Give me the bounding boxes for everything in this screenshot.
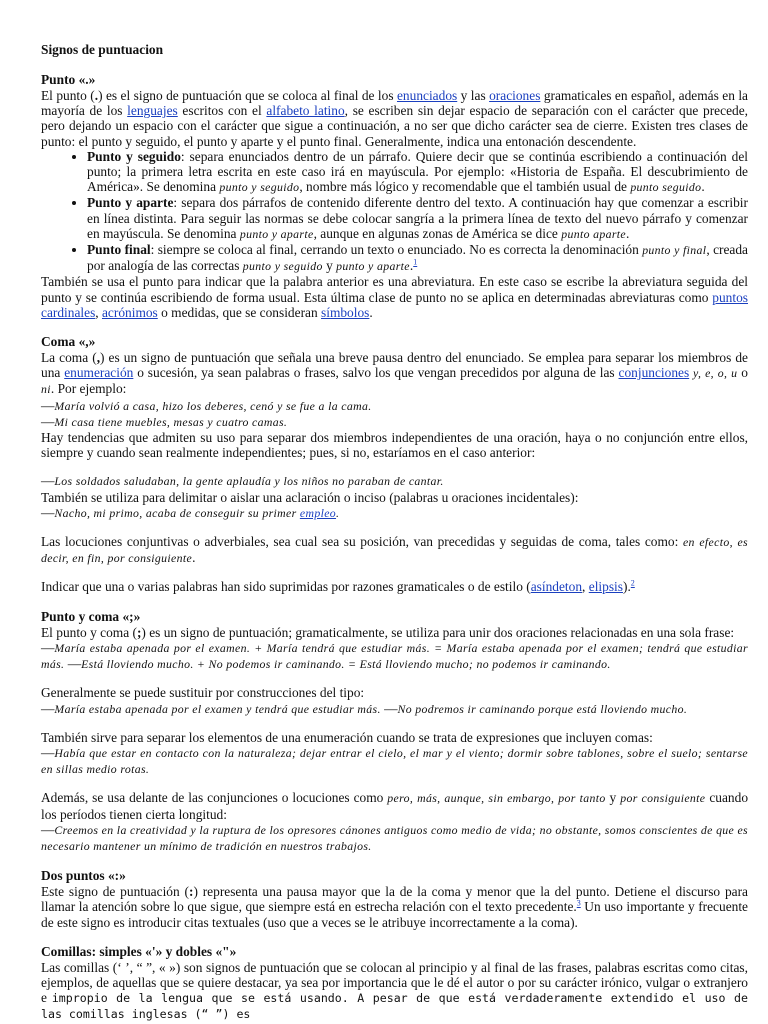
list-item-punto-y-seguido: • Punto y seguido: separa enunciados dentro de un párrafo. Quiere decir que se continúa escribiendo a continuación del punto; la primera letra escrita en este caso irá en mayúscula. Por ejemplo: «Historia de España. El descubrimiento de América». Se denomina punto y seguido, nombre más lógico y recomendable que el también usual de punto seguido. [87, 149, 748, 196]
puntoycoma-examples-1: —María estaba apenada por el examen. + María tendrá que estudiar más. = María estaba apenada por el examen; tendrá que estudiar más. —Está lloviendo mucho. + No podemos ir caminando. = Está lloviendo mucho; no podemos ir caminando. [41, 639, 748, 672]
puntoycoma-example-5: —Había que estar en contacto con la naturaleza; dejar entrar el cielo, el mar y el viento; dormir sobre tablones, sobre el suelo; sentarse en sillas medio rotas. [41, 744, 748, 777]
link-elipsis[interactable]: elipsis [588, 579, 623, 595]
link-lenguajes[interactable]: lenguajes [127, 103, 178, 119]
section-heading-punto-y-coma: Punto y coma «;» [41, 608, 141, 624]
coma-paragraph-4: Las locuciones conjuntivas o adverbiales, sea cual sea su posición, van precedidas y seguidas de coma, tales como: en efecto, es decir, en fin, por consiguiente. [41, 534, 748, 566]
link-enumeracion[interactable]: enumeración [64, 365, 134, 381]
puntoycoma-paragraph-2: Generalmente se puede sustituir por construcciones del tipo: [41, 685, 365, 701]
section-heading-dos-puntos: Dos puntos «:» [41, 868, 126, 884]
coma-paragraph-1: La coma (,) es un signo de puntuación que señala una breve pausa dentro del enunciado. Se emplea para separar los miembros de una enumeración o sucesión, ya sean palabras o frases, salvo los que vengan precedidos por alguna de las conjunciones y, e, o, u o ni. Por ejemplo: [41, 350, 748, 397]
puntoycoma-paragraph-1: El punto y coma (;) es un signo de puntuación; gramaticalmente, se utiliza para unir dos oraciones relacionadas en una sola frase: [41, 624, 735, 640]
link-puntos-cardinales[interactable]: puntos cardinales [41, 289, 748, 320]
section-heading-coma: Coma «,» [41, 334, 96, 350]
footnote-link-2[interactable]: 2 [630, 579, 635, 589]
section-heading-punto: Punto «.» [41, 72, 96, 87]
link-oraciones[interactable]: oraciones [489, 88, 541, 103]
puntoycoma-example-6: —Creemos en la creatividad y la ruptura de los opresores cánones antiguos como medio de vida; no obstante, somos conscientes de que es necesario mantener un mínimo de tradición en nuestros trabajos. [41, 821, 748, 853]
punto-paragraph-2: También se usa el punto para indicar que la palabra anterior es una abreviatura. En este caso se escribe la abreviatura seguida del punto y se continúa escribiendo de forma usual. Esta última clase de punto no se aplica en determinadas abreviaturas como puntos cardinales, acrónimos o medidas, que se consideran símbolos. [41, 274, 748, 320]
coma-example-3: —Los soldados saludaban, la gente aplaudía y los niños no paraban de cantar. [41, 473, 444, 489]
list-item-punto-final: • Punto final: siempre se coloca al final, cerrando un texto o enunciado. No es correcta la denominación punto y final, creada por analogía de las correctas punto y seguido y punto y aparte.$^1$ [87, 242, 748, 274]
puntoycoma-examples-2: —María estaba apenada por el examen y tendrá que estudiar más. —No podremos ir caminando porque está lloviendo mucho. [41, 700, 688, 716]
link-acronimos[interactable]: acrónimos [101, 304, 158, 320]
puntoycoma-paragraph-4: Además, se usa delante de las conjunciones o locuciones como pero, más, aunque, sin embargo, por tanto y por consiguiente cuando los períodos tienen cierta longitud: [41, 790, 749, 822]
list-item-punto-y-aparte: • Punto y aparte: separa dos párrafos de contenido diferente dentro del texto. A continuación hay que comenzar a escribir en línea distinta. Para seguir las normas se debe colocar sangría a la primera línea de texto del nuevo párrafo y comenzar en mayúscula. Se denomina punto y aparte, aunque en algunas zonas de América se dice punto aparte. [87, 195, 748, 242]
comillas-paragraph-1: Las comillas (‘ ’, “ ”, « ») son signos de puntuación que se colocan al principio y al final de las frases, palabras escritas como citas, ejemplos, de aquellas que se quiere destacar, ya sea por importancia que le dé el autor o por su carácter irónico, vulgar o extranjero e impropio de la lengua que se está usando. A pesar de que está verdaderamente extendido el uso de las comillas inglesas (“ ”) es [41, 959, 748, 1022]
coma-paragraph-5: Indicar que una o varias palabras han sido suprimidas por razones gramaticales o de estilo (asíndeton, elipsis).$^2$ [41, 579, 635, 595]
dospuntos-paragraph-1: Este signo de puntuación (:) representa una pausa mayor que la de la coma y menor que la del punto. Detiene el discurso para llamar la atención sobre lo que sigue, que siempre está en estrecha relación con el texto precedente.$^3$ Un uso importante y frecuente de este signo es introducir citas textuales (uso que a veces se le atribuye incorrectamente a la coma). [41, 884, 749, 930]
link-enunciados[interactable]: enunciados [396, 88, 458, 103]
footnote-link-3[interactable]: 3 [576, 898, 581, 908]
coma-example-4: —Nacho, mi primo, acaba de conseguir su primer empleo. [41, 504, 340, 520]
coma-paragraph-3: También se utiliza para delimitar o aislar una aclaración o inciso (palabras u oraciones incidentales): [41, 489, 579, 505]
puntoycoma-paragraph-3: También sirve para separar los elementos de una enumeración cuando se trata de expresiones que incluyen comas: [41, 729, 653, 745]
punto-types-list [41, 149, 748, 275]
footnote-link-1[interactable]: 1 [413, 257, 418, 267]
link-empleo[interactable]: empleo [299, 505, 337, 520]
link-simbolos[interactable]: símbolos [321, 304, 370, 320]
coma-paragraph-2: Hay tendencias que admiten su uso para separar dos miembros independientes de una oración, haya o no conjunción entre ellos, siempre y cuando sean realmente independientes; pues, si no, estaríamos en el caso anterior: [41, 430, 748, 461]
section-heading-comillas: Comillas: simples «'» y dobles «"» [41, 943, 237, 959]
page-title: Signos de puntuacion [41, 42, 164, 57]
punto-paragraph-1: El punto (.) es el signo de puntuación que se coloca al final de los enunciados y las oraciones gramaticales en español, además en la mayoría de los lenguajes escritos con el alfabeto latino, se escriben sin dejar espacio de separación con el carácter que precede, pero dejando un espacio con el carácter que sigue a continuación, a no ser que dicho carácter sea de cierre. Existen tres clases de punto: el punto y seguido, el punto y aparte y el punto final. Generalmente, indica una entonación descendente. [41, 88, 749, 149]
link-conjunciones[interactable]: conjunciones [618, 365, 690, 381]
link-asindeton[interactable]: asíndeton [530, 579, 583, 595]
link-alfabeto-latino[interactable]: alfabeto latino [266, 103, 345, 119]
coma-example-1: —María volvió a casa, hizo los deberes, cenó y se fue a la cama. [41, 397, 372, 413]
coma-example-2: —Mi casa tiene muebles, mesas y cuatro camas. [41, 413, 288, 429]
